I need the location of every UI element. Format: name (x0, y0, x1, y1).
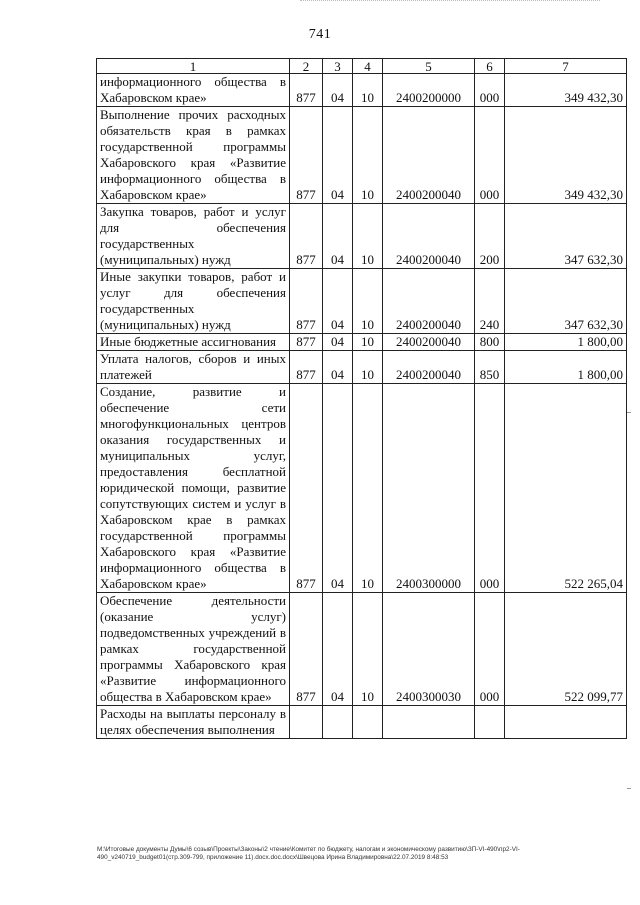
row-code-3: 04 (323, 269, 353, 334)
row-code-3: 04 (323, 351, 353, 384)
row-name: информационного общества в Хабаровском крае» (97, 74, 290, 107)
header-col-4: 4 (353, 59, 383, 74)
row-code-4: 10 (353, 269, 383, 334)
row-name: Обеспечение деятельности (оказание услуг) подведомственных учреждений в рамках государственной программы Хабаровского края «Развитие информационного общества в Хабаровском крае» (97, 593, 290, 706)
scan-mark (627, 412, 631, 413)
row-amount: 347 632,30 (505, 204, 627, 269)
row-amount: 522 265,04 (505, 384, 627, 593)
row-code-3: 04 (323, 334, 353, 351)
row-name: Закупка товаров, работ и услуг для обеспечения государственных (муниципальных) нужд (97, 204, 290, 269)
top-scan-marks (300, 0, 600, 4)
header-col-6: 6 (475, 59, 505, 74)
row-code-6: 000 (475, 384, 505, 593)
row-amount: 349 432,30 (505, 107, 627, 204)
scan-mark (627, 788, 631, 789)
row-code-2: 877 (290, 204, 323, 269)
table-row (97, 107, 627, 204)
header-col-3: 3 (323, 59, 353, 74)
row-code-6: 000 (475, 107, 505, 204)
row-code-2: 877 (290, 107, 323, 204)
row-amount (505, 706, 627, 739)
row-code-2: 877 (290, 351, 323, 384)
row-amount: 347 632,30 (505, 269, 627, 334)
table-row (97, 204, 627, 269)
table-row (97, 74, 627, 107)
row-name: Создание, развитие и обеспечение сети многофункциональных центров оказания государственных и муниципальных услуг, предоставления бесплатной юридической помощи, развитие сопутствующих систем и услуг в Хабаровском крае в рамках государственной программы Хабаровского края «Развитие информационного общества в Хабаровском крае» (97, 384, 290, 593)
row-code-5: 2400200040 (383, 204, 475, 269)
row-code-3: 04 (323, 204, 353, 269)
row-name: Расходы на выплаты персоналу в целях обеспечения выполнения (97, 706, 290, 739)
header-row (97, 59, 627, 74)
row-code-5: 2400200040 (383, 107, 475, 204)
row-code-5 (383, 706, 475, 739)
header-col-1: 1 (97, 59, 290, 74)
row-code-2: 877 (290, 74, 323, 107)
table-row (97, 384, 627, 593)
row-code-4: 10 (353, 593, 383, 706)
header-col-2: 2 (290, 59, 323, 74)
table-row (97, 269, 627, 334)
row-name: Иные бюджетные ассигнования (97, 334, 290, 351)
footer-line-1: M:\Итоговые документы Думы\6 созыв\Проекты\Законы\2 чтение\Комитет по бюджету, налогам и экономическому развитию\ЗП-VI-490\пр2-VI- (97, 846, 520, 853)
row-code-4: 10 (353, 107, 383, 204)
row-code-3: 04 (323, 384, 353, 593)
row-code-6: 240 (475, 269, 505, 334)
row-amount: 349 432,30 (505, 74, 627, 107)
row-amount: 522 099,77 (505, 593, 627, 706)
page-number: 741 (308, 27, 332, 42)
row-code-3: 04 (323, 593, 353, 706)
row-code-3 (323, 706, 353, 739)
row-name: Выполнение прочих расходных обязательств края в рамках государственной программы Хабаровского края «Развитие информационного общества в Хабаровском крае» (97, 107, 290, 204)
footer-line-2: 490_v240719_budget01(стр.309-799, приложение 11).docx.doc.docx\Швецова Ирина Владимировна\22.07.2019 8:48:53 (97, 854, 449, 861)
header-col-7: 7 (505, 59, 627, 74)
table-row (97, 334, 627, 351)
row-code-2: 877 (290, 269, 323, 334)
row-code-6: 850 (475, 351, 505, 384)
row-code-4: 10 (353, 351, 383, 384)
table-row (97, 706, 627, 739)
row-code-5: 2400200000 (383, 74, 475, 107)
row-code-2: 877 (290, 334, 323, 351)
budget-table (96, 58, 627, 739)
row-code-6: 200 (475, 204, 505, 269)
row-code-4 (353, 706, 383, 739)
row-name: Иные закупки товаров, работ и услуг для обеспечения государственных (муниципальных) нужд (97, 269, 290, 334)
row-code-6: 800 (475, 334, 505, 351)
row-amount: 1 800,00 (505, 351, 627, 384)
row-code-2: 877 (290, 384, 323, 593)
row-code-3: 04 (323, 107, 353, 204)
table-row (97, 593, 627, 706)
row-code-5: 2400200040 (383, 334, 475, 351)
row-code-4: 10 (353, 204, 383, 269)
row-code-6: 000 (475, 74, 505, 107)
row-code-4: 10 (353, 74, 383, 107)
header-col-5: 5 (383, 59, 475, 74)
row-name: Уплата налогов, сборов и иных платежей (97, 351, 290, 384)
row-code-2: 877 (290, 593, 323, 706)
row-code-5: 2400200040 (383, 269, 475, 334)
row-amount: 1 800,00 (505, 334, 627, 351)
row-code-3: 04 (323, 74, 353, 107)
file-path-footer (97, 846, 617, 862)
row-code-4: 10 (353, 384, 383, 593)
table-row (97, 351, 627, 384)
row-code-4: 10 (353, 334, 383, 351)
row-code-5: 2400300030 (383, 593, 475, 706)
row-code-5: 2400200040 (383, 351, 475, 384)
row-code-6 (475, 706, 505, 739)
row-code-2 (290, 706, 323, 739)
row-code-5: 2400300000 (383, 384, 475, 593)
row-code-6: 000 (475, 593, 505, 706)
